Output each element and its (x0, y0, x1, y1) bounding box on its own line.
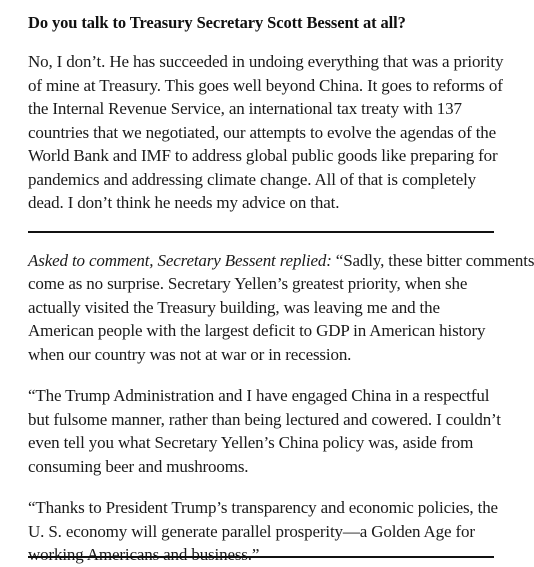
reply-line: working Americans and business.” (28, 545, 260, 564)
reply-line: actually visited the Treasury building, was leaving me and the (28, 297, 440, 317)
section-divider (28, 231, 494, 233)
reply-line: “Thanks to President Trump’s transparency and economic policies, the (28, 498, 498, 517)
reply-paragraph-2 (28, 384, 501, 478)
answer-line: countries that we negotiated, our attempts to evolve the agendas of the (28, 122, 497, 142)
reply-line: American people with the largest deficit to GDP in American history (28, 321, 486, 340)
reply-line: consuming beer and mushrooms. (28, 456, 249, 476)
interview-question: Do you talk to Treasury Secretary Scott Bessent at all? (28, 13, 406, 32)
answer-line: of mine at Treasury. This goes well beyond China. It goes to reforms of (28, 75, 503, 95)
reply-line: but fulsome manner, rather than being lectured and cowered. I couldn’t (28, 409, 501, 429)
reply-line: “The Trump Administration and I have engaged China in a respectful (28, 386, 490, 405)
reply-line: even tell you what Secretary Yellen’s China policy was, aside from (28, 433, 474, 452)
reply-first-line (28, 249, 534, 273)
answer-line: dead. I don’t think he needs my advice on that. (28, 193, 340, 212)
reply-lead-in: Asked to comment, Secretary Bessent replied: (28, 250, 332, 270)
answer-line: No, I don’t. He has succeeded in undoing everything that was a priority (28, 52, 504, 71)
answer-line: the Internal Revenue Service, an international tax treaty with 137 (28, 99, 462, 118)
answer-line: pandemics and addressing climate change. All of that is completely (28, 169, 477, 189)
reply-line: when our country was not at war or in recession. (28, 344, 352, 364)
bottom-divider (28, 556, 494, 558)
interview-answer (28, 50, 504, 215)
answer-line: World Bank and IMF to address global public goods like preparing for (28, 146, 498, 165)
reply-quote-start: “Sadly, these bitter comments (331, 250, 534, 270)
article (28, 0, 534, 567)
reply-line: U. S. economy will generate parallel prosperity—a Golden Age for (28, 521, 475, 541)
reply-line: come as no surprise. Secretary Yellen’s greatest priority, when she (28, 274, 468, 293)
bessent-reply-paragraph (28, 249, 534, 367)
